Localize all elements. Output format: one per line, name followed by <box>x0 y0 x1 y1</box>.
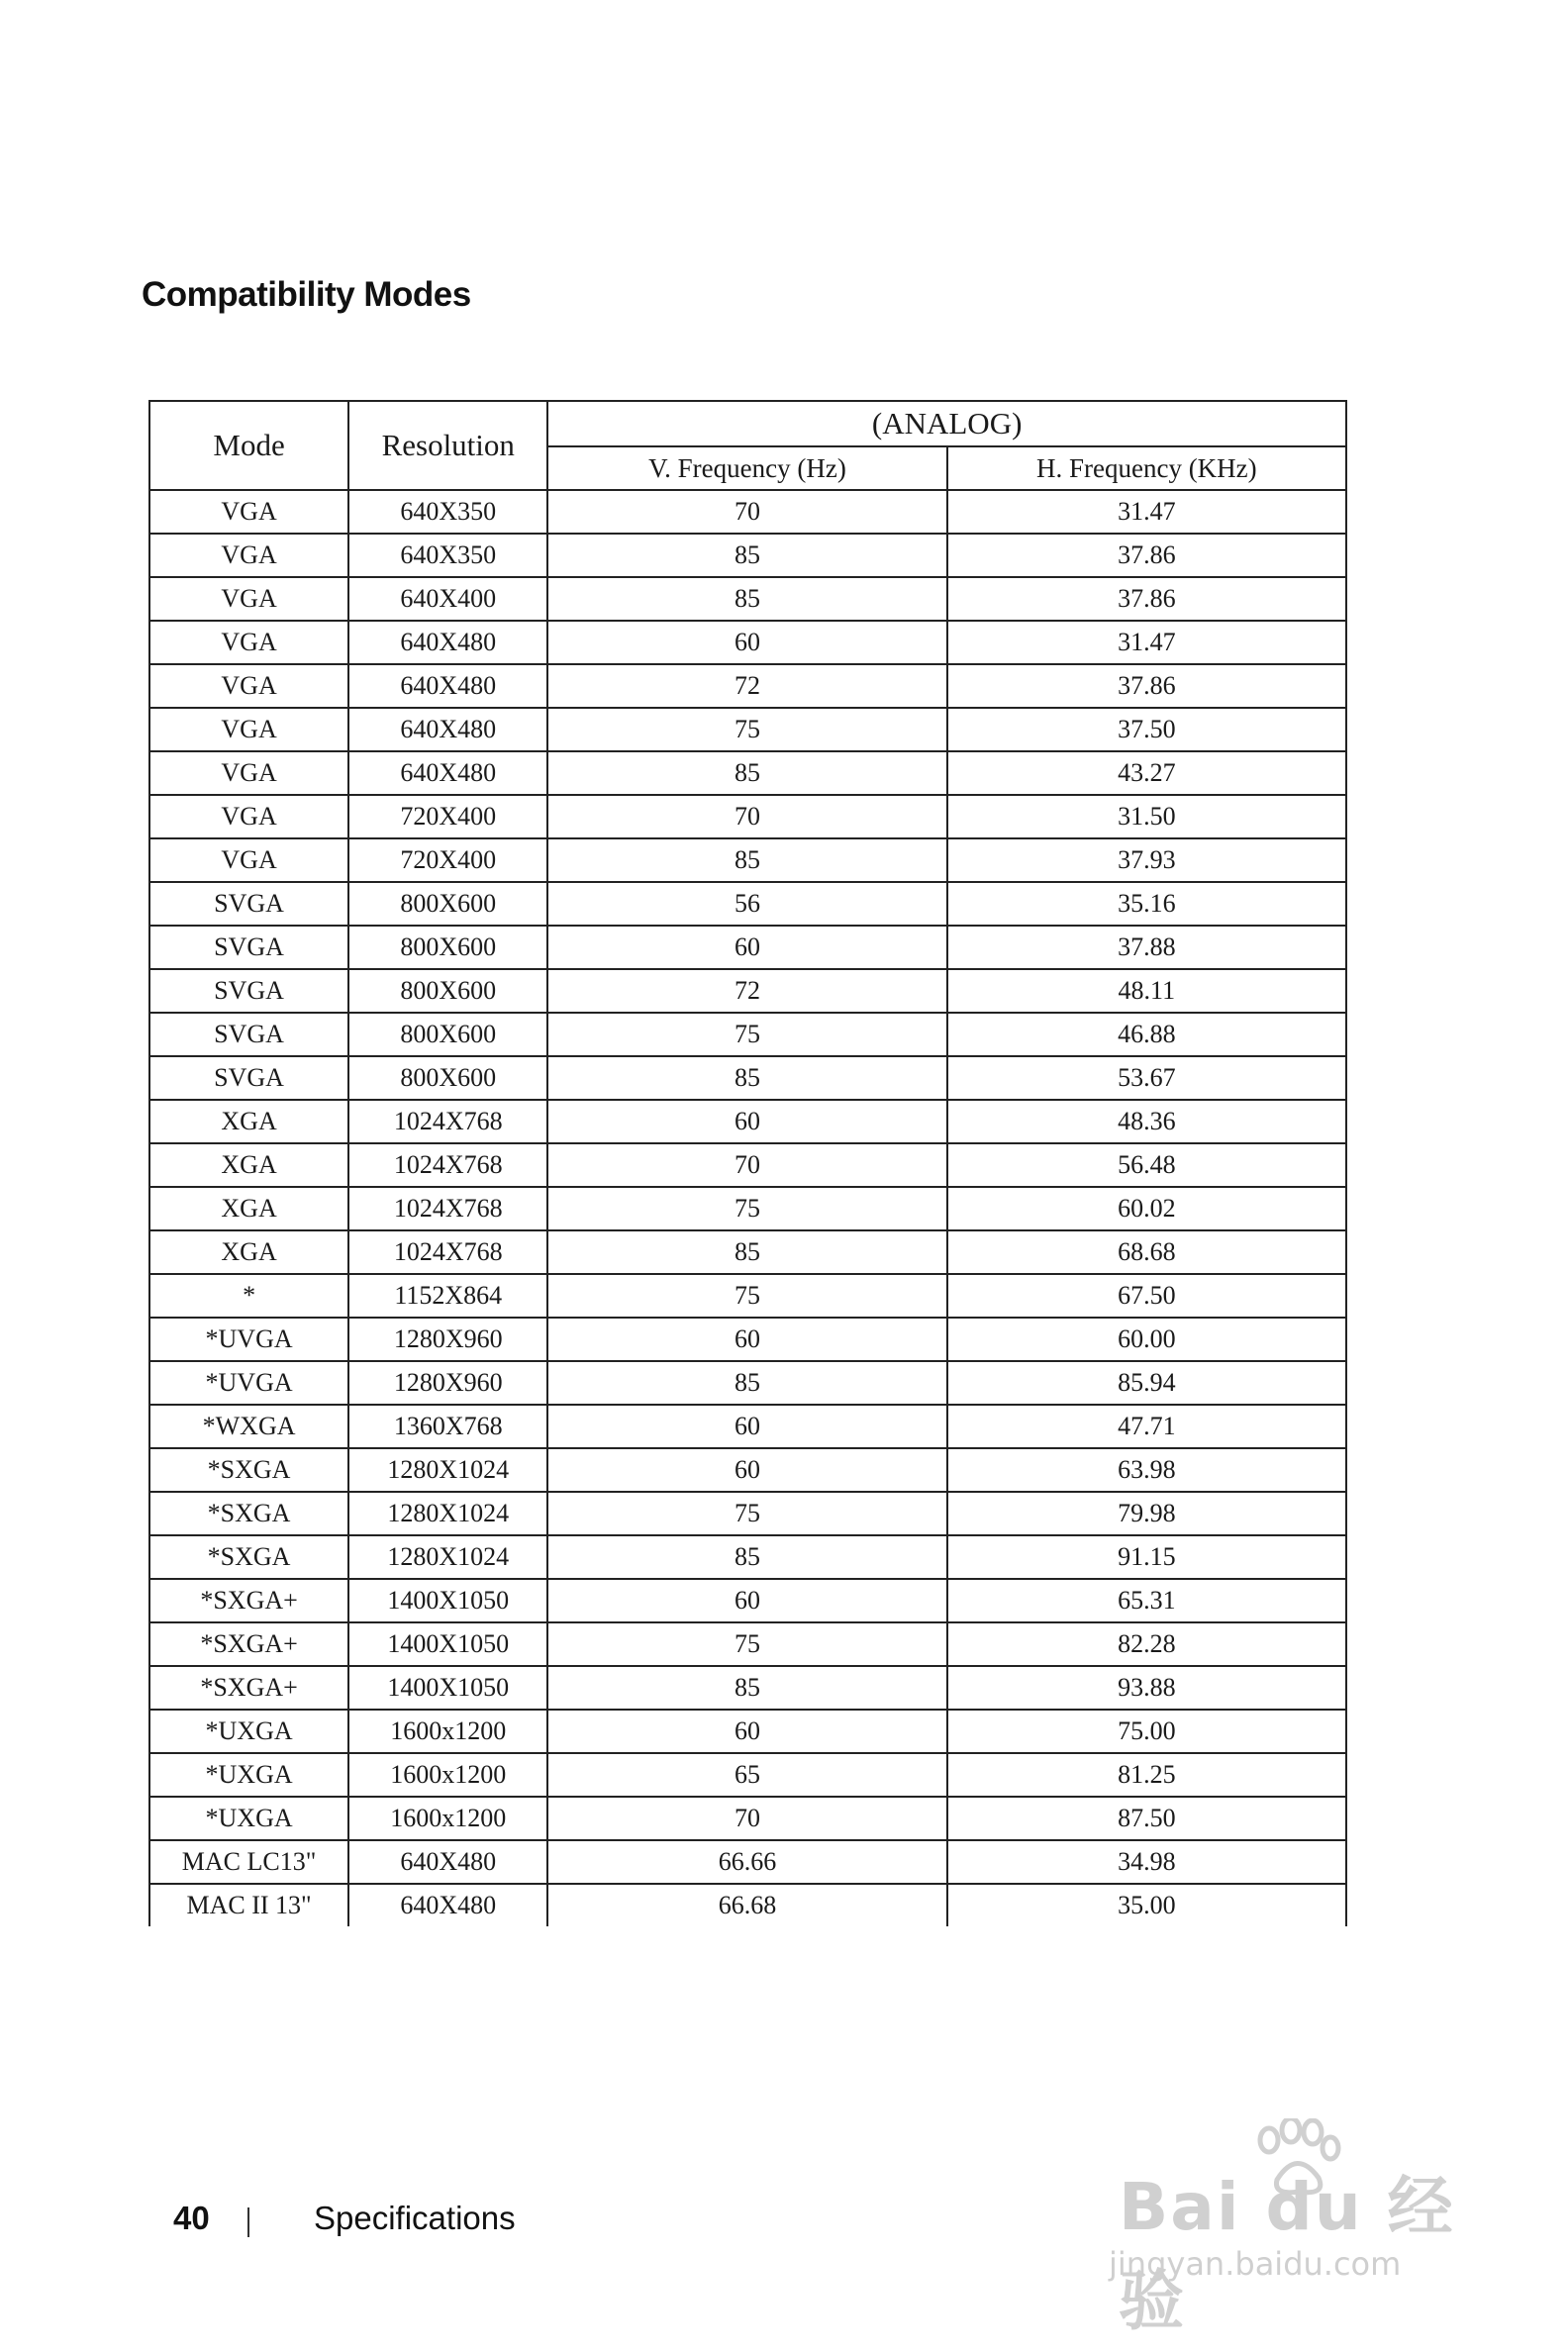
cell-h-frequency: 53.67 <box>947 1056 1346 1100</box>
cell-mode: XGA <box>149 1230 348 1274</box>
cell-resolution: 1400X1050 <box>348 1579 547 1622</box>
cell-h-frequency: 60.02 <box>947 1187 1346 1230</box>
cell-mode: VGA <box>149 838 348 882</box>
footer-separator <box>247 2207 249 2237</box>
cell-resolution: 720X400 <box>348 838 547 882</box>
cell-resolution: 1600x1200 <box>348 1797 547 1840</box>
table-row <box>149 1753 1346 1797</box>
table-row <box>149 1056 1346 1100</box>
table-body <box>149 490 1346 1926</box>
cell-mode: *SXGA <box>149 1492 348 1535</box>
cell-mode: VGA <box>149 708 348 751</box>
cell-v-frequency: 85 <box>547 1361 946 1405</box>
cell-h-frequency: 31.50 <box>947 795 1346 838</box>
cell-resolution: 640X480 <box>348 621 547 664</box>
cell-v-frequency: 60 <box>547 1318 946 1361</box>
cell-h-frequency: 87.50 <box>947 1797 1346 1840</box>
table-row <box>149 664 1346 708</box>
table-row <box>149 1492 1346 1535</box>
cell-v-frequency: 70 <box>547 490 946 534</box>
cell-mode: VGA <box>149 621 348 664</box>
table-row <box>149 1666 1346 1710</box>
cell-mode: VGA <box>149 664 348 708</box>
cell-mode: VGA <box>149 534 348 577</box>
cell-resolution: 1360X768 <box>348 1405 547 1448</box>
table-row <box>149 1405 1346 1448</box>
cell-mode: *UVGA <box>149 1361 348 1405</box>
cell-mode: XGA <box>149 1143 348 1187</box>
watermark-url: jingyan.baidu.com <box>1109 2245 1402 2283</box>
cell-resolution: 1280X1024 <box>348 1535 547 1579</box>
cell-h-frequency: 47.71 <box>947 1405 1346 1448</box>
cell-resolution: 1152X864 <box>348 1274 547 1318</box>
table-row <box>149 1187 1346 1230</box>
cell-v-frequency: 70 <box>547 1143 946 1187</box>
cell-mode: *SXGA+ <box>149 1622 348 1666</box>
table-row <box>149 534 1346 577</box>
cell-resolution: 800X600 <box>348 926 547 969</box>
cell-h-frequency: 31.47 <box>947 621 1346 664</box>
cell-h-frequency: 37.86 <box>947 577 1346 621</box>
cell-resolution: 1600x1200 <box>348 1710 547 1753</box>
cell-v-frequency: 85 <box>547 577 946 621</box>
cell-mode: *SXGA <box>149 1448 348 1492</box>
cell-mode: *UXGA <box>149 1797 348 1840</box>
cell-v-frequency: 72 <box>547 969 946 1013</box>
table-row <box>149 1100 1346 1143</box>
table-row <box>149 1230 1346 1274</box>
cell-h-frequency: 35.16 <box>947 882 1346 926</box>
cell-v-frequency: 70 <box>547 795 946 838</box>
cell-h-frequency: 56.48 <box>947 1143 1346 1187</box>
cell-h-frequency: 75.00 <box>947 1710 1346 1753</box>
cell-mode: XGA <box>149 1100 348 1143</box>
cell-resolution: 640X480 <box>348 664 547 708</box>
cell-v-frequency: 75 <box>547 1274 946 1318</box>
cell-resolution: 800X600 <box>348 1056 547 1100</box>
cell-mode: *UVGA <box>149 1318 348 1361</box>
table-row <box>149 1143 1346 1187</box>
cell-h-frequency: 48.11 <box>947 969 1346 1013</box>
baidu-watermark <box>1109 2118 1485 2339</box>
cell-h-frequency: 37.88 <box>947 926 1346 969</box>
cell-h-frequency: 91.15 <box>947 1535 1346 1579</box>
page-number: 40 <box>173 2200 210 2236</box>
cell-v-frequency: 75 <box>547 1492 946 1535</box>
cell-resolution: 1280X960 <box>348 1361 547 1405</box>
cell-v-frequency: 85 <box>547 534 946 577</box>
cell-resolution: 640X480 <box>348 1884 547 1926</box>
cell-v-frequency: 75 <box>547 1187 946 1230</box>
cell-v-frequency: 85 <box>547 1666 946 1710</box>
cell-mode: SVGA <box>149 969 348 1013</box>
table-row <box>149 1013 1346 1056</box>
table-row <box>149 1448 1346 1492</box>
cell-h-frequency: 37.50 <box>947 708 1346 751</box>
header-analog-group: (ANALOG) <box>547 401 1346 446</box>
table-row <box>149 1797 1346 1840</box>
cell-h-frequency: 48.36 <box>947 1100 1346 1143</box>
cell-resolution: 1024X768 <box>348 1143 547 1187</box>
cell-mode: *UXGA <box>149 1753 348 1797</box>
cell-v-frequency: 75 <box>547 708 946 751</box>
cell-h-frequency: 67.50 <box>947 1274 1346 1318</box>
cell-v-frequency: 60 <box>547 926 946 969</box>
cell-v-frequency: 85 <box>547 751 946 795</box>
cell-resolution: 1600x1200 <box>348 1753 547 1797</box>
table-row <box>149 969 1346 1013</box>
cell-mode: SVGA <box>149 1056 348 1100</box>
cell-resolution: 800X600 <box>348 1013 547 1056</box>
cell-h-frequency: 63.98 <box>947 1448 1346 1492</box>
header-mode: Mode <box>149 401 348 490</box>
cell-h-frequency: 93.88 <box>947 1666 1346 1710</box>
cell-h-frequency: 68.68 <box>947 1230 1346 1274</box>
cell-v-frequency: 66.68 <box>547 1884 946 1926</box>
cell-h-frequency: 37.93 <box>947 838 1346 882</box>
cell-mode: *SXGA <box>149 1535 348 1579</box>
cell-resolution: 1024X768 <box>348 1100 547 1143</box>
cell-resolution: 720X400 <box>348 795 547 838</box>
cell-h-frequency: 79.98 <box>947 1492 1346 1535</box>
cell-v-frequency: 85 <box>547 1230 946 1274</box>
cell-resolution: 640X480 <box>348 1840 547 1884</box>
compatibility-modes-table <box>148 400 1347 1926</box>
cell-v-frequency: 70 <box>547 1797 946 1840</box>
cell-resolution: 640X480 <box>348 751 547 795</box>
cell-mode: SVGA <box>149 1013 348 1056</box>
cell-v-frequency: 66.66 <box>547 1840 946 1884</box>
watermark-logo: Bai du 经验 <box>1119 2169 1455 2339</box>
cell-mode: *UXGA <box>149 1710 348 1753</box>
cell-resolution: 1400X1050 <box>348 1666 547 1710</box>
cell-v-frequency: 65 <box>547 1753 946 1797</box>
cell-v-frequency: 60 <box>547 621 946 664</box>
header-v-frequency: V. Frequency (Hz) <box>547 446 946 490</box>
table-row <box>149 708 1346 751</box>
footer-section-name: Specifications <box>314 2200 516 2236</box>
cell-h-frequency: 81.25 <box>947 1753 1346 1797</box>
table-row <box>149 621 1346 664</box>
table-row <box>149 1840 1346 1884</box>
cell-resolution: 1280X1024 <box>348 1492 547 1535</box>
cell-mode: *SXGA+ <box>149 1666 348 1710</box>
table-row <box>149 926 1346 969</box>
cell-v-frequency: 72 <box>547 664 946 708</box>
table-row <box>149 1710 1346 1753</box>
cell-mode: SVGA <box>149 926 348 969</box>
cell-resolution: 1024X768 <box>348 1187 547 1230</box>
cell-mode: MAC LC13" <box>149 1840 348 1884</box>
cell-v-frequency: 60 <box>547 1100 946 1143</box>
table-row <box>149 1884 1346 1926</box>
cell-resolution: 1024X768 <box>348 1230 547 1274</box>
cell-mode: *WXGA <box>149 1405 348 1448</box>
cell-mode: VGA <box>149 577 348 621</box>
cell-mode: *SXGA+ <box>149 1579 348 1622</box>
table-row <box>149 882 1346 926</box>
cell-v-frequency: 75 <box>547 1622 946 1666</box>
cell-v-frequency: 60 <box>547 1710 946 1753</box>
cell-resolution: 1400X1050 <box>348 1622 547 1666</box>
cell-v-frequency: 60 <box>547 1405 946 1448</box>
table-row <box>149 1535 1346 1579</box>
header-resolution: Resolution <box>348 401 547 490</box>
cell-resolution: 1280X1024 <box>348 1448 547 1492</box>
cell-v-frequency: 75 <box>547 1013 946 1056</box>
cell-resolution: 800X600 <box>348 969 547 1013</box>
table-row <box>149 751 1346 795</box>
cell-resolution: 800X600 <box>348 882 547 926</box>
cell-v-frequency: 85 <box>547 1056 946 1100</box>
cell-resolution: 640X350 <box>348 534 547 577</box>
cell-mode: SVGA <box>149 882 348 926</box>
table-row <box>149 1318 1346 1361</box>
cell-mode: MAC II 13" <box>149 1884 348 1926</box>
cell-v-frequency: 60 <box>547 1448 946 1492</box>
cell-h-frequency: 35.00 <box>947 1884 1346 1926</box>
cell-h-frequency: 60.00 <box>947 1318 1346 1361</box>
cell-h-frequency: 34.98 <box>947 1840 1346 1884</box>
page-title: Compatibility Modes <box>142 275 471 314</box>
cell-h-frequency: 82.28 <box>947 1622 1346 1666</box>
table-row <box>149 1274 1346 1318</box>
cell-mode: VGA <box>149 490 348 534</box>
table-row <box>149 490 1346 534</box>
cell-h-frequency: 43.27 <box>947 751 1346 795</box>
table-row <box>149 838 1346 882</box>
cell-resolution: 640X480 <box>348 708 547 751</box>
cell-h-frequency: 31.47 <box>947 490 1346 534</box>
cell-v-frequency: 85 <box>547 1535 946 1579</box>
table-row <box>149 577 1346 621</box>
cell-h-frequency: 85.94 <box>947 1361 1346 1405</box>
cell-v-frequency: 56 <box>547 882 946 926</box>
cell-v-frequency: 60 <box>547 1579 946 1622</box>
cell-h-frequency: 37.86 <box>947 664 1346 708</box>
table-row <box>149 1622 1346 1666</box>
table-row <box>149 795 1346 838</box>
cell-resolution: 640X400 <box>348 577 547 621</box>
cell-mode: XGA <box>149 1187 348 1230</box>
cell-h-frequency: 65.31 <box>947 1579 1346 1622</box>
cell-mode: VGA <box>149 751 348 795</box>
table-row <box>149 1361 1346 1405</box>
header-h-frequency: H. Frequency (KHz) <box>947 446 1346 490</box>
table-row <box>149 1579 1346 1622</box>
cell-v-frequency: 85 <box>547 838 946 882</box>
cell-mode: VGA <box>149 795 348 838</box>
cell-h-frequency: 46.88 <box>947 1013 1346 1056</box>
cell-resolution: 640X350 <box>348 490 547 534</box>
cell-resolution: 1280X960 <box>348 1318 547 1361</box>
cell-h-frequency: 37.86 <box>947 534 1346 577</box>
cell-mode: * <box>149 1274 348 1318</box>
